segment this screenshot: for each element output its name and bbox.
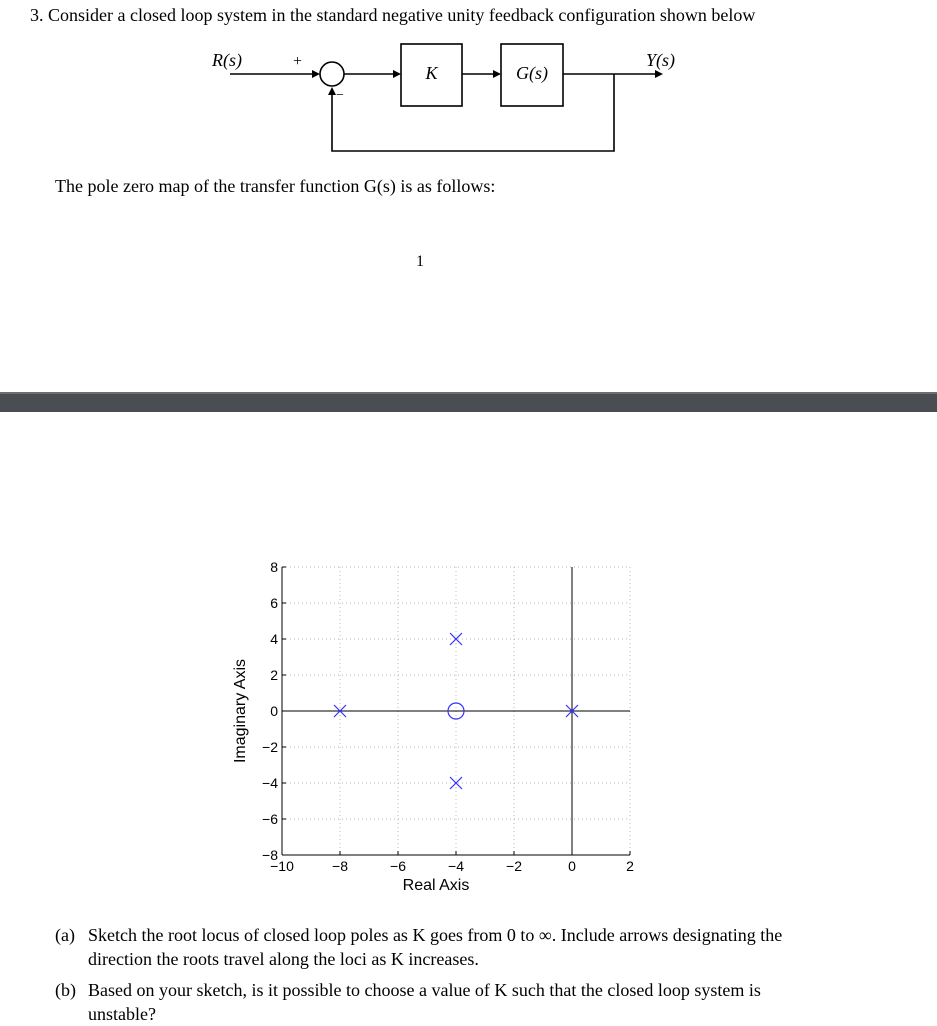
plant-input-arrow	[493, 70, 501, 78]
y-tick-label: −8	[262, 847, 278, 863]
x-tick-label: −2	[506, 858, 522, 874]
summing-junction	[320, 62, 344, 86]
part-b-line2: unstable?	[88, 1004, 156, 1024]
minus-sign: −	[336, 88, 344, 103]
block-diagram	[0, 0, 937, 170]
x-tick-label: −6	[390, 858, 406, 874]
part-a-line2: direction the roots travel along the loci as K increases.	[88, 949, 479, 969]
x-tick-label: −10	[270, 858, 294, 874]
output-label: Y(s)	[646, 50, 676, 70]
question-text: Consider a closed loop system in the standard negative unity feedback configuration shown below	[48, 5, 756, 25]
x-tick-label: −4	[448, 858, 464, 874]
y-tick-label: 0	[270, 703, 278, 719]
y-tick-label: −2	[262, 739, 278, 755]
gain-block-label: K	[425, 63, 438, 83]
plant-block-label: G(s)	[516, 63, 548, 83]
pole-zero-map	[220, 550, 650, 910]
plus-sign: +	[293, 53, 303, 70]
y-tick-label: −6	[262, 811, 278, 827]
part-b-line1: Based on your sketch, is it possible to choose a value of K such that the closed loop system is	[88, 980, 761, 1000]
figure-number: 1	[416, 253, 424, 270]
part-b-label: (b)	[55, 980, 76, 1000]
x-tick-label: −8	[332, 858, 348, 874]
y-axis-title: Imaginary Axis	[232, 658, 249, 764]
y-tick-label: 6	[270, 595, 278, 611]
question-number: 3.	[30, 5, 44, 25]
y-tick-label: 4	[270, 631, 278, 647]
part-a-line1: Sketch the root locus of closed loop poles as K goes from 0 to ∞. Include arrows designating the	[88, 925, 783, 945]
input-arrow	[312, 70, 320, 78]
pole-zero-intro: The pole zero map of the transfer function G(s) is as follows:	[55, 176, 496, 196]
x-tick-label: 2	[626, 858, 634, 874]
input-label: R(s)	[212, 50, 242, 70]
feedback-arrow	[328, 87, 336, 95]
output-arrow	[655, 70, 663, 78]
part-a-label: (a)	[55, 925, 75, 945]
x-axis-title: Real Axis	[402, 877, 470, 894]
x-tick-label: 0	[568, 858, 576, 874]
gain-input-arrow	[393, 70, 401, 78]
page-divider	[0, 392, 937, 412]
y-tick-label: −4	[262, 775, 278, 791]
y-tick-label: 2	[270, 667, 278, 683]
y-tick-label: 8	[270, 559, 278, 575]
feedback-path	[332, 74, 614, 151]
